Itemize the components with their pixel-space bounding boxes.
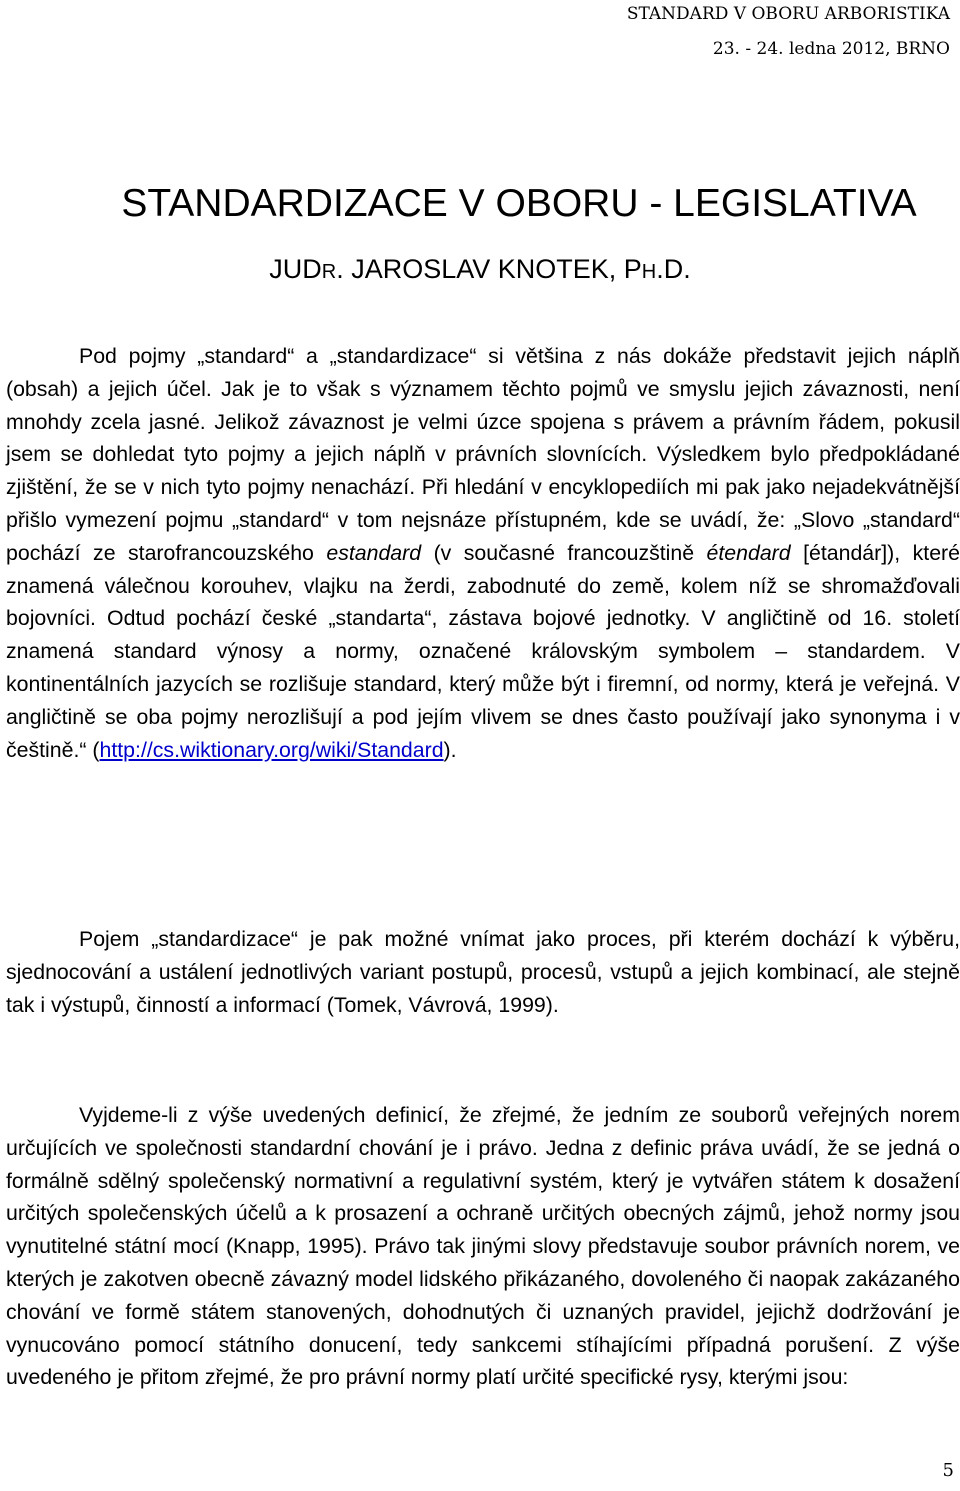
p1-italic-estandard: estandard — [326, 540, 422, 565]
p1-text-1: Pod pojmy „standard“ a „standardizace“ si většina z nás dokáže představit jejich náplň (obsah) a jejich účel. Jak je to však s významem těchto pojmů ve smyslu jejich závaznosti, není mnohdy zcela jasné. Jelikož závaznost je velmi úzce spojena s právem a právním řádem, pokusil jsem se dohledat tyto pojmy a jejich náplň v právních slovnících. Výsledkem bylo předpokládané zjištění, že se v nich tyto pojmy nenachází. Při hledání v encyklopediích mi pak jako nejadekvátnější přišlo vymezení pojmu „standard“ v tom nejsnáze přístupném, kde se uvádí, že: „Slovo „standard“ pochází ze starofrancouzského — [6, 344, 960, 565]
author-line — [0, 252, 960, 289]
p1-text-2: (v současné francouzštině — [421, 540, 707, 565]
paragraph-3: Vyjdeme-li z výše uvedených definicí, že zřejmé, že jedním ze souborů veřejných norem určujících ve společnosti standardní chování je i právo. Jedna z definic práva uvádí, že se jedná o formálně sdělný společenský normativní a regulativní systém, který je vytvářen státem k dosažení určitých společenských účelů a k prosazení a ochraně určitých obecných zájmů, jehož normy jsou vynutitelné státní mocí (Knapp, 1995). Právo tak jinými slovy představuje soubor právních norem, ve kterých je zakotven obecně závazný model lidského přikázaného, dovoleného či naopak zakázaného chování ve formě státem stanovených, dohodnutých či uznaných pravidel, jejichž dodržování je vynucováno pomocí státního donucení, tedy sankcemi stíhajícími případná porušení. Z výše uvedeného je přitom zřejmé, že pro právní normy platí určité specifické rysy, kterými jsou: — [6, 1103, 960, 1390]
header-date-place: 23. - 24. ledna 2012, BRNO — [712, 39, 950, 59]
paragraph-1 — [6, 340, 960, 766]
wiktionary-link[interactable]: http://cs.wiktionary.org/wiki/Standard — [99, 737, 444, 762]
paragraph-2: Pojem „standardizace“ je pak možné vnímat jako proces, při kterém dochází k výběru, sjednocování a ustálení jednotlivých variant postupů, procesů, vstupů a jejich kombinací, ale stejně tak i výstupů, činností a informací (Tomek, Vávrová, 1999). — [6, 927, 960, 1017]
paragraph-law — [6, 1099, 960, 1394]
author-suffix-b: .D. — [656, 254, 691, 284]
p1-italic-etendard: étendard — [706, 540, 791, 565]
running-header — [627, 0, 950, 61]
p1-text-3: [étandár]), které znamená válečnou korouhev, vlajku na žerdi, zabodnuté do země, kolem níž se shromažďovali bojovníci. Odtud pochází české „standarta“, zástava bojové jednotky. V angličtině od 16. století znamená standard výnosy a normy, označené královským symbolem – standardem. V kontinentálních jazycích se rozlišuje standard, který může být i firemní, od normy, která je veřejná. V angličtině se oba pojmy nerozlišují a pod jejím vlivem se dnes často používají jako synonyma i v češtině.“ ( — [6, 540, 960, 762]
author-suffix-a: H — [641, 261, 657, 283]
author-prefix-a: JUD — [269, 254, 322, 284]
document-title: STANDARDIZACE V OBORU - LEGISLATIVA — [121, 182, 917, 225]
p1-text-4: ). — [443, 737, 457, 762]
author-name: . JAROSLAV KNOTEK, P — [336, 254, 642, 284]
author-prefix-b: R — [321, 261, 337, 283]
page-number: 5 — [942, 1460, 954, 1481]
paragraph-standardization — [6, 923, 960, 1021]
header-conference: STANDARD V OBORU ARBORISTIKA — [626, 4, 950, 24]
paragraph-standard-definition — [6, 340, 960, 766]
